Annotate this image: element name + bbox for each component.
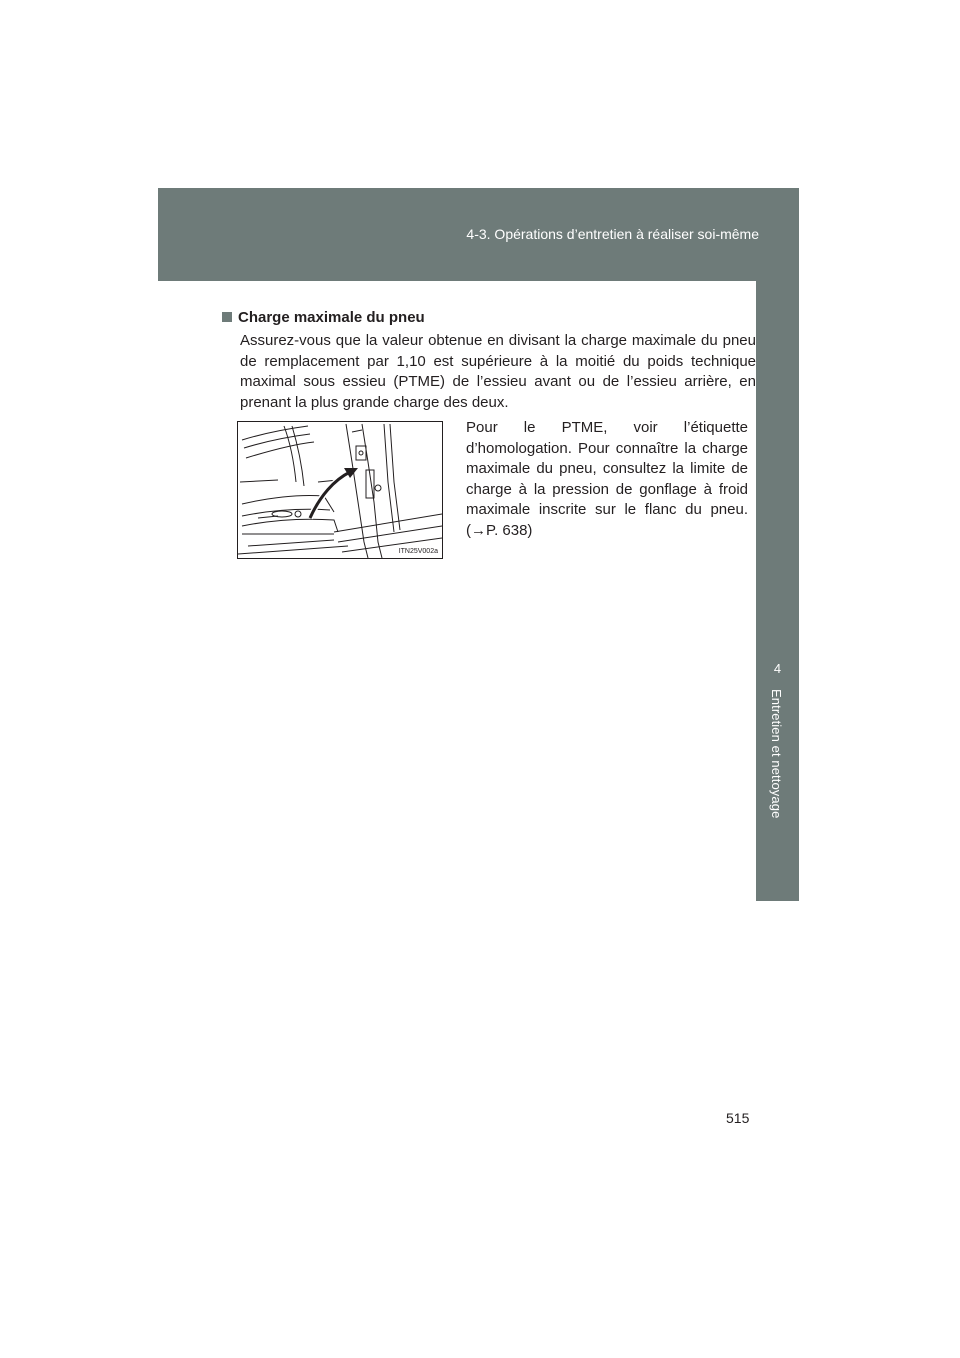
chapter-number: 4	[773, 661, 782, 676]
figure-code: ITN25V002a	[398, 548, 438, 555]
heading-text: Charge maximale du pneu	[238, 309, 425, 326]
arrow-icon	[310, 468, 358, 518]
door-pillar-illustration	[237, 421, 443, 559]
header-band	[158, 188, 799, 281]
figure-caption-text: Pour le PTME, voir l’étiquette d’homologation. Pour connaître la charge maximale du pneu, consultez la limite de charge à la pression de gonflage à froid maximale inscrite sur le flanc du pneu. (→P. 638)	[466, 419, 748, 539]
body-paragraph: Assurez-vous que la valeur obtenue en divisant la charge maximale du pneu de remplacement par 1,10 est supérieure à la moitié du poids technique maximal sous essieu (PTME) de l’essieu avant ou de l’essieu arrière, en prenant la plus grande charge des deux.	[240, 332, 756, 411]
square-bullet-icon	[222, 312, 232, 322]
page-number: 515	[726, 1110, 750, 1126]
section-title: 4-3. Opérations d’entretien à réaliser soi-même	[466, 226, 759, 242]
section-heading	[222, 309, 425, 326]
chapter-side-tab	[756, 281, 799, 901]
chapter-label: Entretien et nettoyage	[769, 689, 784, 819]
car-door-seat-drawing	[238, 422, 442, 558]
